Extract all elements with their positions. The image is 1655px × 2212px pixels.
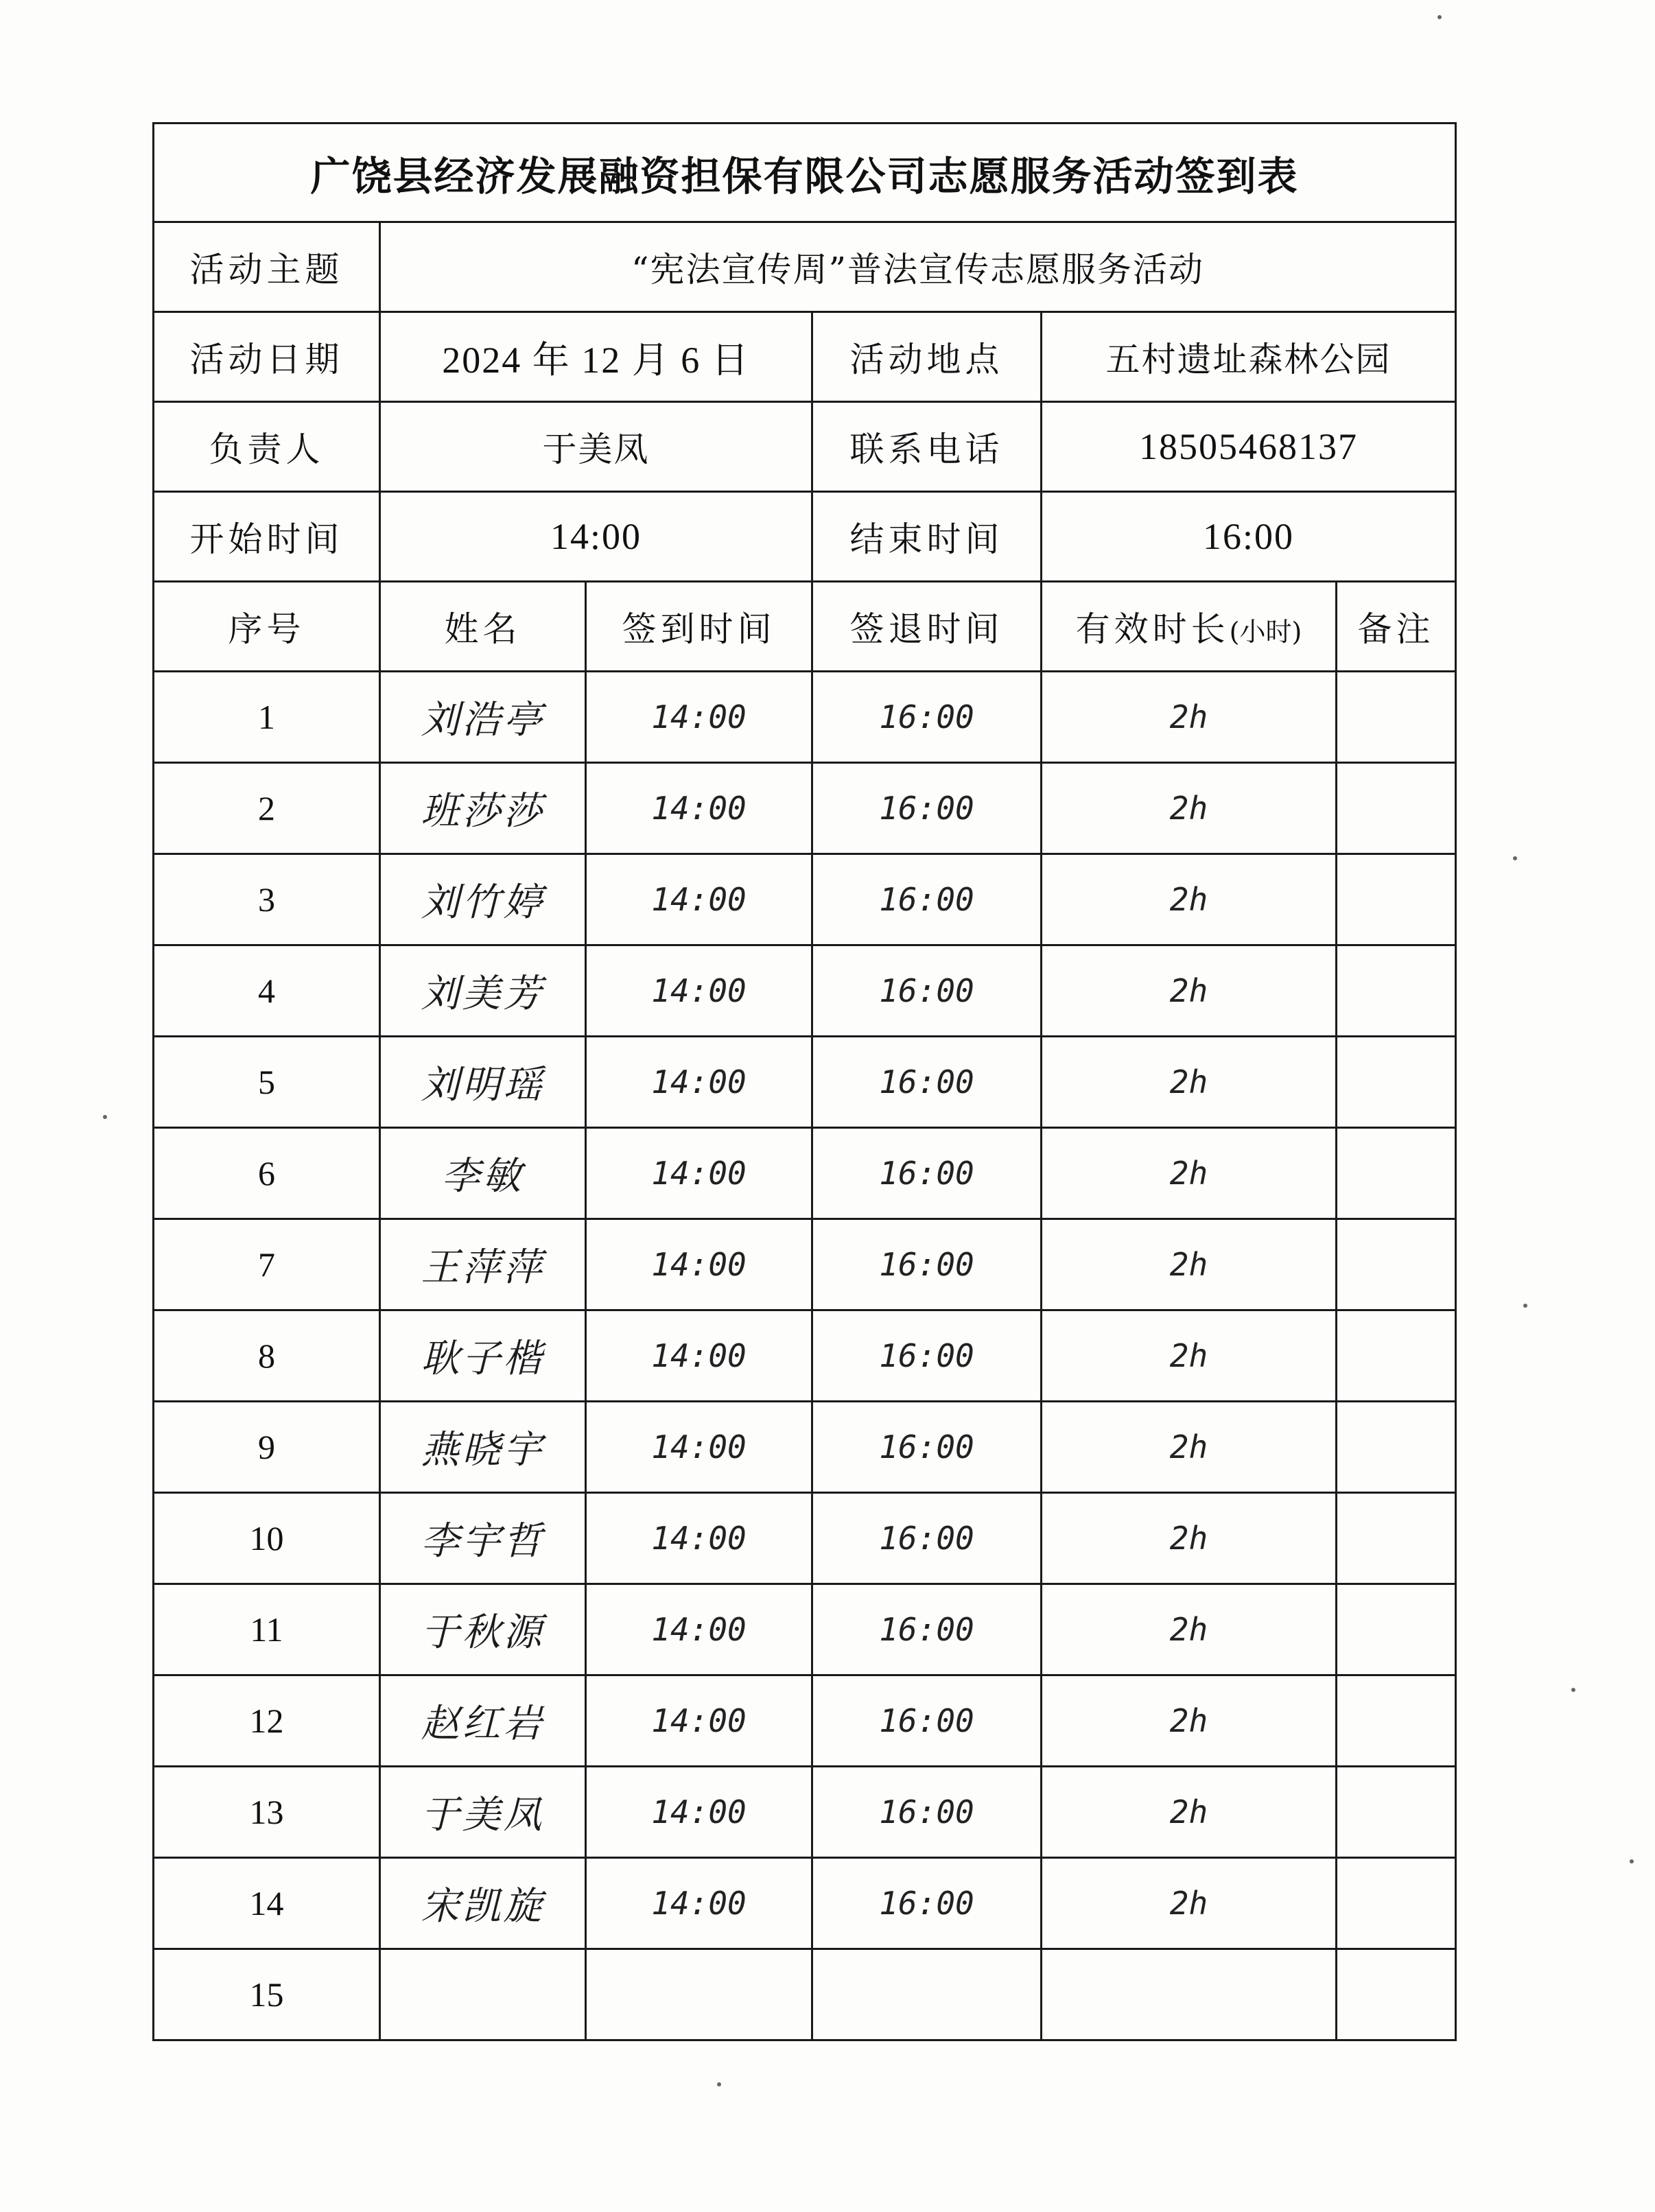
row-sign-out: 16:00 — [812, 672, 1042, 763]
row-name-signature: 刘竹婷 — [380, 854, 586, 945]
row-remark — [1337, 1310, 1456, 1402]
row-sign-out: 16:00 — [812, 1584, 1042, 1675]
theme-row — [154, 222, 1456, 312]
leader-value: 于美凤 — [380, 402, 812, 492]
row-name-signature: 燕晓宇 — [380, 1402, 586, 1493]
paper-speck — [1571, 1688, 1575, 1692]
row-sign-out: 16:00 — [812, 1128, 1042, 1219]
location-value: 五村遗址森林公园 — [1042, 312, 1456, 402]
row-sign-in: 14:00 — [586, 1584, 812, 1675]
row-seq: 1 — [154, 672, 380, 763]
row-sign-out: 16:00 — [812, 945, 1042, 1037]
row-sign-in: 14:00 — [586, 1675, 812, 1767]
row-sign-in: 14:00 — [586, 1767, 812, 1858]
row-hours: 2h — [1042, 1310, 1337, 1402]
row-seq: 4 — [154, 945, 380, 1037]
row-hours: 2h — [1042, 1037, 1337, 1128]
row-remark — [1337, 1128, 1456, 1219]
row-sign-in: 14:00 — [586, 1037, 812, 1128]
row-sign-out: 16:00 — [812, 1219, 1042, 1310]
row-name-signature: 李敏 — [380, 1128, 586, 1219]
table-row — [154, 1402, 1456, 1493]
row-name-signature: 刘明瑶 — [380, 1037, 586, 1128]
row-hours: 2h — [1042, 1767, 1337, 1858]
table-row — [154, 1128, 1456, 1219]
leader-label: 负责人 — [154, 402, 380, 492]
phone-label: 联系电话 — [812, 402, 1042, 492]
row-remark — [1337, 1675, 1456, 1767]
row-remark — [1337, 945, 1456, 1037]
row-sign-in: 14:00 — [586, 854, 812, 945]
column-header-name: 姓名 — [380, 582, 586, 672]
date-label: 活动日期 — [154, 312, 380, 402]
row-seq: 10 — [154, 1493, 380, 1584]
column-header-seq: 序号 — [154, 582, 380, 672]
paper-speck — [1513, 856, 1517, 860]
row-hours: 2h — [1042, 1219, 1337, 1310]
row-sign-in: 14:00 — [586, 1128, 812, 1219]
column-header-row — [154, 582, 1456, 672]
start-time-label: 开始时间 — [154, 492, 380, 582]
sign-in-sheet — [152, 122, 1457, 2041]
date-location-row — [154, 312, 1456, 402]
row-sign-out: 16:00 — [812, 854, 1042, 945]
table-row — [154, 1584, 1456, 1675]
start-time-value: 14:00 — [380, 492, 812, 582]
row-remark — [1337, 1037, 1456, 1128]
row-seq: 7 — [154, 1219, 380, 1310]
row-sign-in: 14:00 — [586, 945, 812, 1037]
table-row — [154, 1675, 1456, 1767]
row-hours: 2h — [1042, 1675, 1337, 1767]
paper-speck — [103, 1115, 107, 1119]
row-hours: 2h — [1042, 1493, 1337, 1584]
row-sign-out: 16:00 — [812, 763, 1042, 854]
row-name-signature: 李宇哲 — [380, 1493, 586, 1584]
row-sign-out: 16:00 — [812, 1493, 1042, 1584]
row-sign-in: 14:00 — [586, 1310, 812, 1402]
row-seq: 9 — [154, 1402, 380, 1493]
row-remark — [1337, 1219, 1456, 1310]
table-row — [154, 1949, 1456, 2040]
row-name-signature: 宋凯旋 — [380, 1858, 586, 1949]
row-name-signature: 班莎莎 — [380, 763, 586, 854]
row-name-signature — [380, 1949, 586, 2040]
end-time-label: 结束时间 — [812, 492, 1042, 582]
table-row — [154, 1219, 1456, 1310]
row-sign-out: 16:00 — [812, 1310, 1042, 1402]
row-sign-out: 16:00 — [812, 1858, 1042, 1949]
row-seq: 5 — [154, 1037, 380, 1128]
row-seq: 6 — [154, 1128, 380, 1219]
row-seq: 3 — [154, 854, 380, 945]
paper-speck — [1523, 1304, 1527, 1308]
row-remark — [1337, 1584, 1456, 1675]
duration-unit: (小时) — [1229, 617, 1302, 647]
row-seq: 12 — [154, 1675, 380, 1767]
table-row — [154, 1858, 1456, 1949]
row-sign-out: 16:00 — [812, 1037, 1042, 1128]
theme-label: 活动主题 — [154, 222, 380, 312]
row-remark — [1337, 1402, 1456, 1493]
row-seq: 14 — [154, 1858, 380, 1949]
row-hours: 2h — [1042, 672, 1337, 763]
row-remark — [1337, 763, 1456, 854]
table-row — [154, 763, 1456, 854]
row-sign-in: 14:00 — [586, 1219, 812, 1310]
row-remark — [1337, 1949, 1456, 2040]
table-row — [154, 945, 1456, 1037]
table-row — [154, 1037, 1456, 1128]
document-title: 广饶县经济发展融资担保有限公司志愿服务活动签到表 — [154, 123, 1456, 222]
row-name-signature: 于美凤 — [380, 1767, 586, 1858]
row-hours: 2h — [1042, 1584, 1337, 1675]
column-header-remark: 备注 — [1337, 582, 1456, 672]
row-sign-in: 14:00 — [586, 1402, 812, 1493]
row-sign-in: 14:00 — [586, 763, 812, 854]
row-sign-in: 14:00 — [586, 672, 812, 763]
table-row — [154, 672, 1456, 763]
row-name-signature: 王萍萍 — [380, 1219, 586, 1310]
row-hours: 2h — [1042, 1858, 1337, 1949]
row-hours: 2h — [1042, 1128, 1337, 1219]
row-seq: 11 — [154, 1584, 380, 1675]
row-sign-out: 16:00 — [812, 1675, 1042, 1767]
column-header-duration — [1042, 582, 1337, 672]
theme-value: “宪法宣传周”普法宣传志愿服务活动 — [380, 222, 1456, 312]
row-remark — [1337, 1858, 1456, 1949]
row-seq: 2 — [154, 763, 380, 854]
row-name-signature: 耿子楷 — [380, 1310, 586, 1402]
location-label: 活动地点 — [812, 312, 1042, 402]
row-remark — [1337, 1767, 1456, 1858]
row-remark — [1337, 854, 1456, 945]
duration-label: 有效时长 — [1075, 609, 1230, 649]
row-sign-out: 16:00 — [812, 1767, 1042, 1858]
row-sign-out: 16:00 — [812, 1402, 1042, 1493]
row-seq: 8 — [154, 1310, 380, 1402]
date-value: 2024 年 12 月 6 日 — [380, 312, 812, 402]
row-remark — [1337, 1493, 1456, 1584]
end-time-value: 16:00 — [1042, 492, 1456, 582]
row-hours: 2h — [1042, 763, 1337, 854]
paper-speck — [1630, 1859, 1634, 1863]
row-name-signature: 于秋源 — [380, 1584, 586, 1675]
leader-phone-row — [154, 402, 1456, 492]
row-remark — [1337, 672, 1456, 763]
row-seq: 13 — [154, 1767, 380, 1858]
paper-speck — [1437, 15, 1442, 19]
row-sign-out — [812, 1949, 1042, 2040]
row-hours — [1042, 1949, 1337, 2040]
row-seq: 15 — [154, 1949, 380, 2040]
column-header-sign-in: 签到时间 — [586, 582, 812, 672]
phone-value: 18505468137 — [1042, 402, 1456, 492]
row-hours: 2h — [1042, 854, 1337, 945]
row-hours: 2h — [1042, 1402, 1337, 1493]
row-hours: 2h — [1042, 945, 1337, 1037]
paper-speck — [717, 2082, 721, 2086]
time-row — [154, 492, 1456, 582]
table-row — [154, 1767, 1456, 1858]
row-name-signature: 赵红岩 — [380, 1675, 586, 1767]
table-row — [154, 1310, 1456, 1402]
table-row — [154, 1493, 1456, 1584]
row-name-signature: 刘美芳 — [380, 945, 586, 1037]
row-name-signature: 刘浩亭 — [380, 672, 586, 763]
table-row — [154, 854, 1456, 945]
row-sign-in: 14:00 — [586, 1858, 812, 1949]
row-sign-in: 14:00 — [586, 1493, 812, 1584]
title-row — [154, 123, 1456, 222]
column-header-sign-out: 签退时间 — [812, 582, 1042, 672]
row-sign-in — [586, 1949, 812, 2040]
